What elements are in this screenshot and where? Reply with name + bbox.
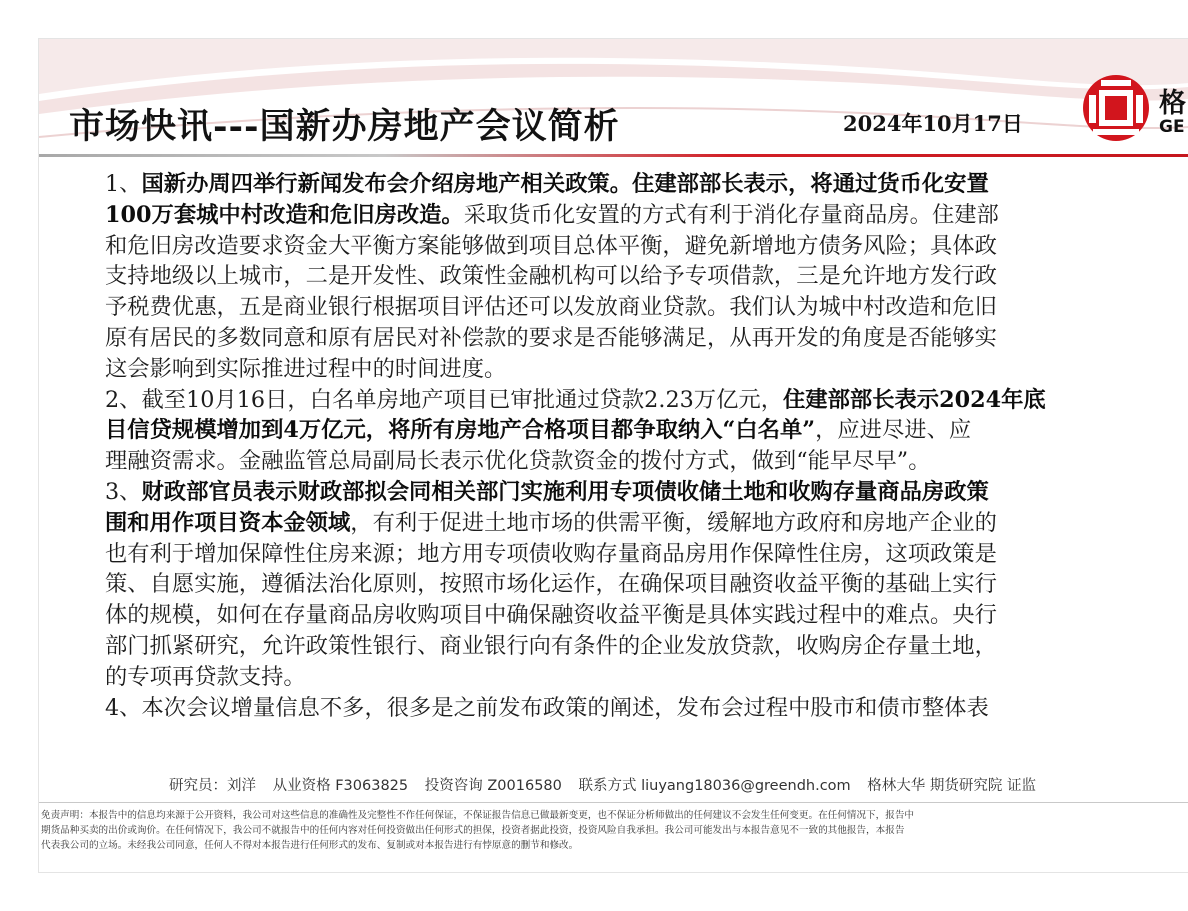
body-line [105,200,1188,231]
body-bold-run: 财政部官员表示财政部拟会同相关部门实施利用专项债收储土地和收购存量商品房政策 [141,478,989,505]
author-info [169,774,1048,795]
body-line [105,169,1188,200]
body-text-run: 支持地级以上城市，二是开发性、政策性金融机构可以给予专项借款，三是允许地方发行政 [105,263,997,290]
body-line [105,261,1188,292]
footer-divider [39,802,1188,803]
body-line [105,569,1188,600]
report-slide [38,38,1188,873]
body-text-run: 的专项再贷款支持。 [105,663,306,690]
body-line [105,600,1188,631]
body-text-run: 这会影响到实际推进过程中的时间进度。 [105,355,507,382]
body-bold-run: 目信贷规模增加到4万亿元，将所有房地产合格项目都争取纳入“白名单” [105,417,816,444]
body-text-run: 3、 [105,478,142,505]
disclaimer-line: 期货品种买卖的出价或询价。在任何情况下，我公司不就报告中的任何内容对任何投资做出任何形式的担保，投资者据此投资，投资风险自我承担。我公司可能发出与本报告意见不一致的其他报告，本报告 [41,825,905,836]
body-text-run: 也有利于增加保障性住房来源；地方用专项债收购存量商品房用作保障性住房，这项政策是 [105,540,997,567]
body-text-run: ，有利于促进土地市场的供需平衡，缓解地方政府和房地产企业的 [350,509,997,536]
body-line [105,354,1188,385]
body-line [105,231,1188,262]
body-line [105,446,1188,477]
body-text-run: ，应进尽进、应 [815,417,972,444]
body-line [105,508,1188,539]
body-text-run: 体的规模，如何在存量商品房收购项目中确保融资收益平衡是具体实践过程中的难点。央行 [105,602,997,629]
body-text-run: 采取货币化安置的方式有利于消化存量商品房。住建部 [463,201,999,228]
logo-english-name: GE [1159,117,1185,137]
body-bold-run: 住建部部长表示2024年底 [783,386,1046,413]
body-text-run: 和危旧房改造要求资金大平衡方案能够做到项目总体平衡，避免新增地方债务风险；具体政 [105,232,997,259]
author-org: 格林大华 期货研究院 证监 [867,778,1037,794]
logo-chinese-name: 格 [1159,88,1186,119]
disclaimer-line: 代表我公司的立场。未经我公司同意，任何人不得对本报告进行任何形式的发布、复制或对本报告进行有悖原意的删节和修改。 [41,840,579,851]
author-contact: 联系方式 liuyang18036@greendh.com [578,778,851,794]
author-researcher: 研究员：刘洋 [169,778,256,794]
body-line [105,631,1188,662]
body-line [105,323,1188,354]
body-text-run: 1、 [105,171,142,197]
body-text-run: 原有居民的多数同意和原有居民对补偿款的要求是否能够满足，从再开发的角度是否能够实 [105,324,997,351]
body-text-run: 策、自愿实施，遵循法治化原则，按照市场化运作，在确保项目融资收益平衡的基础上实行 [105,571,997,598]
body-line [105,477,1188,508]
author-consult: 投资咨询 Z0016580 [424,778,562,794]
body-line [105,693,1188,724]
body-text-run: 2、截至10月16日，白名单房地产项目已审批通过贷款2.23万亿元， [105,386,783,413]
body-line [105,662,1188,693]
body-text-run: 部门抓紧研究，允许政策性银行、商业银行向有条件的企业发放贷款，收购房企存量土地， [105,632,997,659]
disclaimer-line: 免责声明：本报告中的信息均来源于公开资料，我公司对这些信息的准确性及完整性不作任何保证，不保证报告信息已做最新变更，也不保证分析师做出的任何建议不会发生任何变更。在任何情况下，报告中 [41,810,915,821]
body-text-run: 理融资需求。金融监管总局副局长表示优化贷款资金的拨付方式，做到“能早尽早”。 [105,448,931,475]
body-line [105,415,1188,446]
author-license: 从业资格 F3063825 [272,778,409,794]
disclaimer [41,808,1188,853]
body-line [105,539,1188,570]
report-date: 2024年10月17日 [843,111,1023,136]
body-bold-run: 100万套城中村改造和危旧房改造。 [105,201,464,228]
body-bold-run: 围和用作项目资本金领域 [105,509,351,536]
body-line [105,385,1188,416]
body-text-run: 4、本次会议增量信息不多，很多是之前发布政策的阐述，发布会过程中股市和债市整体表 [105,694,989,721]
body-text-run: 予税费优惠，五是商业银行根据项目评估还可以发放商业贷款。我们认为城中村改造和危旧 [105,294,997,321]
page-title: 市场快讯---国新办房地产会议简析 [69,106,620,147]
body-line [105,292,1188,323]
company-logo-icon [1079,71,1153,145]
body-bold-run: 国新办周四举行新闻发布会介绍房地产相关政策。住建部部长表示，将通过货币化安置 [141,171,989,197]
title-divider [39,154,1188,157]
report-body [105,169,1188,723]
